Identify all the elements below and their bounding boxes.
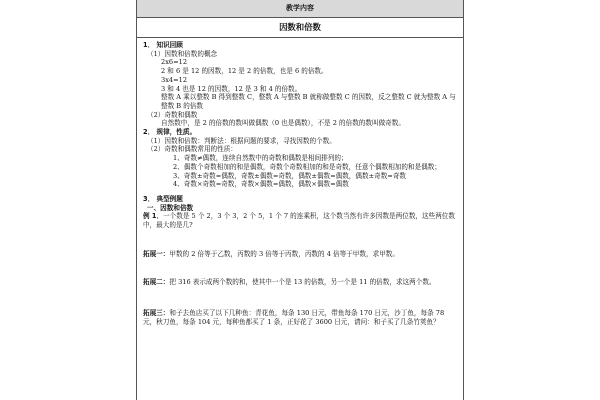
example-1-label: 例 1．: [143, 212, 164, 221]
odd-even-subheading: （2）奇数和偶数: [147, 110, 198, 119]
extension-3-label: 拓展三：: [143, 309, 170, 318]
extension-2-text: 把 316 表示成两个数的和，使其中一个是 13 的倍数，另一个是 11 的倍数，求这两个数。: [169, 278, 436, 287]
rules-sub-1: （1）因数和倍数：判断法：根据问题的要求，寻找因数的个数。: [147, 136, 336, 145]
example-1: [143, 212, 459, 229]
section-3-heading: 3． 典型例题: [143, 194, 183, 203]
definition-paragraph: 整数 A 乘以整数 B 得到整数 C，整数 A 与整数 B 就称做整数 C 的因数，反之整数 C 就为整数 A 与整数 B 的倍数: [161, 93, 456, 110]
extension-3-text: 和子去鱼店买了以下几种鱼：青花鱼，每条 130 日元，带鱼每条 170 日元，沙丁鱼，每条 78 元，秋刀鱼，每条 104 元，每种鱼都买了 1 条，正好花了 3600 日元，请问：和子买了几条竹荚鱼？: [143, 309, 445, 326]
extension-1: [143, 250, 459, 259]
page-title: 因数和倍数: [137, 18, 463, 38]
spacer: [143, 287, 459, 309]
equation-2: 3x4=12: [161, 75, 188, 84]
extension-2: [143, 278, 459, 287]
spacer: [143, 258, 459, 278]
equation-1: 2x6=12: [161, 58, 188, 67]
rule-1: 1、奇数≠偶数，连续自然数中的奇数和偶数是相间排列的；: [173, 154, 348, 163]
rule-3: 3、奇数±奇数=偶数，奇数±偶数=奇数，偶数±偶数=偶数，偶数±奇数=奇数: [173, 171, 407, 180]
worksheet: [136, 0, 464, 400]
odd-even-definition: 自然数中，是 2 的倍数的数叫做偶数（0 也是偶数），不是 2 的倍数的数叫做奇数。: [161, 119, 405, 128]
extension-3: [143, 309, 459, 326]
factor-line-1: 2 和 6 是 12 的因数，12 是 2 的倍数，也是 6 的倍数。: [161, 67, 328, 76]
factors-multiples-subheading: 一、因数和倍数: [147, 203, 194, 212]
section-2-heading: 2． 规律，性质。: [143, 128, 197, 137]
extension-1-label: 拓展一：: [143, 249, 170, 258]
rule-2: 2、偶数个奇数相加的和是偶数，奇数个奇数相加的和是奇数，任意个偶数相加的和是偶数；: [173, 162, 441, 171]
spacer: [143, 230, 459, 250]
factor-line-2: 3 和 4 也是 12 的因数，12 是 3 和 4 的倍数。: [161, 84, 302, 93]
example-1-text: 一个数是 5 个 2，3 个 3，2 个 5，1 个 7 的连乘积，这个数当然有许多因数是两位数，这些两位数中，最大的是几?: [143, 212, 455, 230]
extension-1-text: 甲数的 2 倍等于乙数，丙数的 3 倍等于丙数，丙数的 4 倍等于甲数，求甲数。: [169, 249, 399, 258]
header-bar: 教学内容: [137, 0, 463, 18]
rule-4: 4、奇数×奇数=奇数，奇数×偶数=偶数，偶数×偶数=偶数: [173, 180, 349, 189]
concept-subheading: （1）因数和倍数的概念: [147, 49, 218, 58]
section-1-heading: 1． 知识回顾: [143, 41, 183, 49]
rules-sub-2: （2）奇数和偶数常用的性质：: [147, 145, 237, 154]
content-body: [137, 38, 463, 327]
extension-2-label: 拓展二：: [143, 278, 170, 287]
